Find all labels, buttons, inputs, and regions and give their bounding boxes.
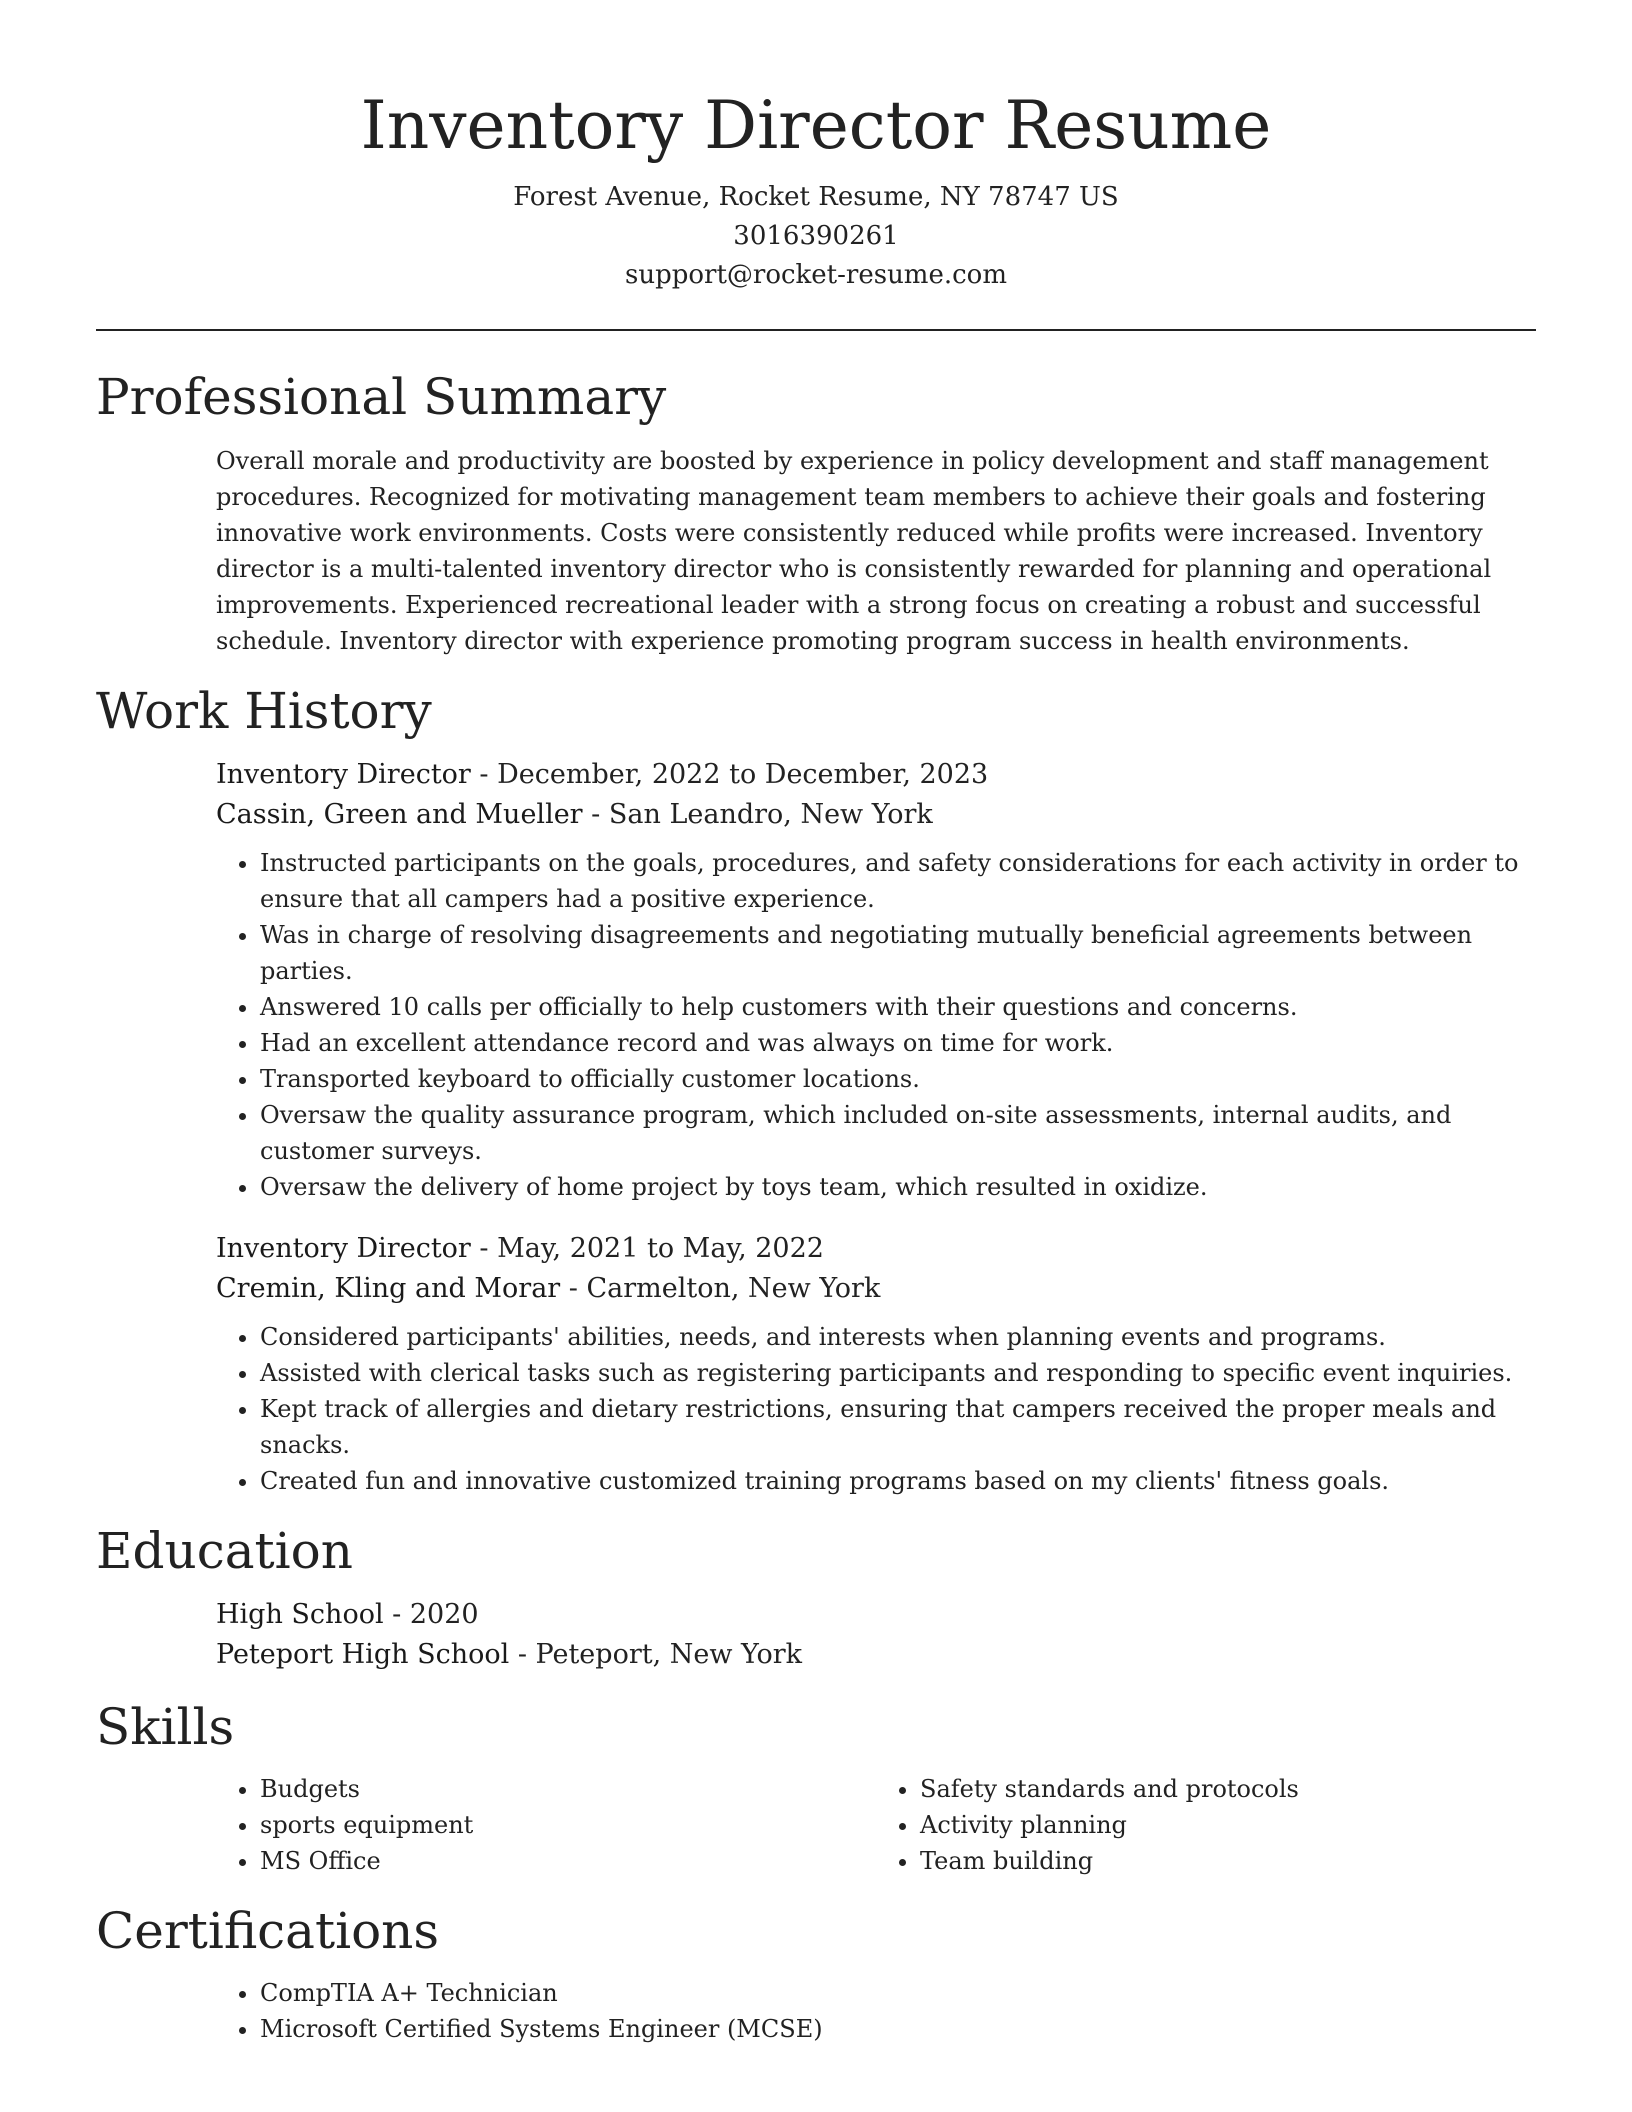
list-item: • Created fun and innovative customized training programs based on my clients' fitness goals.: [260, 1463, 1536, 1499]
list-item: • sports equipment: [260, 1807, 876, 1843]
work-section: [96, 681, 1536, 1499]
contact-phone: 3016390261: [733, 221, 899, 251]
summary-text: Overall morale and productivity are boosted by experience in policy development and staff management procedures. Recognized for motivating management team members to achieve their goals and fostering innovative work environments. Costs were consistently reduced while profits were increased. Inventory director is a multi-talented inventory director who is consistently rewarded for planning and operational improvements. Experienced recreational leader with a strong focus on creating a robust and successful schedule. Inventory director with experience promoting program success in health environments.: [216, 447, 1492, 655]
work-body: [216, 755, 1536, 1499]
contact-address: Forest Avenue, Rocket Resume, NY 78747 US: [513, 182, 1119, 212]
skills-heading: Skills: [96, 1698, 235, 1756]
job-bullets: [216, 845, 1536, 1205]
list-item: • Activity planning: [920, 1807, 1536, 1843]
list-item: • Considered participants' abilities, needs, and interests when planning events and programs.: [260, 1319, 1536, 1355]
resume-title: Inventory Director Resume: [360, 87, 1272, 164]
education-heading: Education: [96, 1522, 353, 1580]
job-company-line: [216, 795, 1536, 835]
header-divider: [96, 329, 1536, 331]
skills-section: [96, 1697, 1536, 1879]
list-item: • Assisted with clerical tasks such as registering participants and responding to specific event inquiries.: [260, 1355, 1536, 1391]
skills-list-left: [216, 1771, 876, 1879]
list-item: • Instructed participants on the goals, procedures, and safety considerations for each activity in order to ensure that all campers had a positive experience.: [260, 845, 1536, 917]
job-company: Cremin, Kling and Morar: [216, 1273, 561, 1304]
summary-body: [216, 443, 1536, 659]
list-item: • MS Office: [260, 1843, 876, 1879]
certifications-heading: Certifications: [96, 1902, 440, 1960]
certifications-body: [216, 1975, 1536, 2047]
job-company-line: [216, 1269, 1536, 1309]
job-entry: [216, 1229, 1536, 1499]
list-item: • Oversaw the delivery of home project by toys team, which resulted in oxidize.: [260, 1169, 1536, 1205]
certifications-section: [96, 1901, 1536, 2047]
list-item: • Team building: [920, 1843, 1536, 1879]
list-item: • Oversaw the quality assurance program, which included on-site assessments, internal audits, and customer surveys.: [260, 1097, 1536, 1169]
skills-grid: [216, 1771, 1536, 1879]
summary-heading: Professional Summary: [96, 368, 667, 426]
work-heading: Work History: [96, 682, 432, 740]
education-body: [216, 1595, 1536, 1675]
job-dates: - May, 2021 to May, 2022: [470, 1233, 824, 1264]
contact-block: [96, 178, 1536, 295]
job-bullets: [216, 1319, 1536, 1499]
list-item: • Safety standards and protocols: [920, 1771, 1536, 1807]
job-role: Inventory Director: [216, 759, 471, 790]
job-location: - San Leandro, New York: [582, 799, 933, 830]
list-item: • Had an excellent attendance record and was always on time for work.: [260, 1025, 1536, 1061]
education-school-line: [216, 1635, 1536, 1675]
contact-email: support@rocket-resume.com: [624, 260, 1007, 290]
job-role: Inventory Director: [216, 1233, 471, 1264]
job-company: Cassin, Green and Mueller: [216, 799, 583, 830]
resume-header: [96, 0, 1536, 295]
job-location: - Carmelton, New York: [560, 1273, 881, 1304]
education-location: - Peteport, New York: [509, 1639, 803, 1670]
list-item: • Budgets: [260, 1771, 876, 1807]
education-degree: High School: [216, 1599, 384, 1630]
education-school: Peteport High School: [216, 1639, 510, 1670]
job-title-line: [216, 1229, 1536, 1269]
summary-section: [96, 367, 1536, 659]
list-item: • Microsoft Certified Systems Engineer (MCSE): [260, 2011, 1536, 2047]
list-item: • CompTIA A+ Technician: [260, 1975, 1536, 2011]
certifications-list: [216, 1975, 1536, 2047]
job-dates: - December, 2022 to December, 2023: [470, 759, 989, 790]
education-degree-line: [216, 1595, 1536, 1635]
list-item: • Was in charge of resolving disagreements and negotiating mutually beneficial agreements between parties.: [260, 917, 1536, 989]
job-entry: [216, 755, 1536, 1205]
job-title-line: [216, 755, 1536, 795]
skills-body: [216, 1771, 1536, 1879]
education-section: [96, 1521, 1536, 1675]
skills-list-right: [876, 1771, 1536, 1879]
list-item: • Transported keyboard to officially customer locations.: [260, 1061, 1536, 1097]
list-item: • Answered 10 calls per officially to help customers with their questions and concerns.: [260, 989, 1536, 1025]
list-item: • Kept track of allergies and dietary restrictions, ensuring that campers received the proper meals and snacks.: [260, 1391, 1536, 1463]
education-year: - 2020: [383, 1599, 479, 1630]
